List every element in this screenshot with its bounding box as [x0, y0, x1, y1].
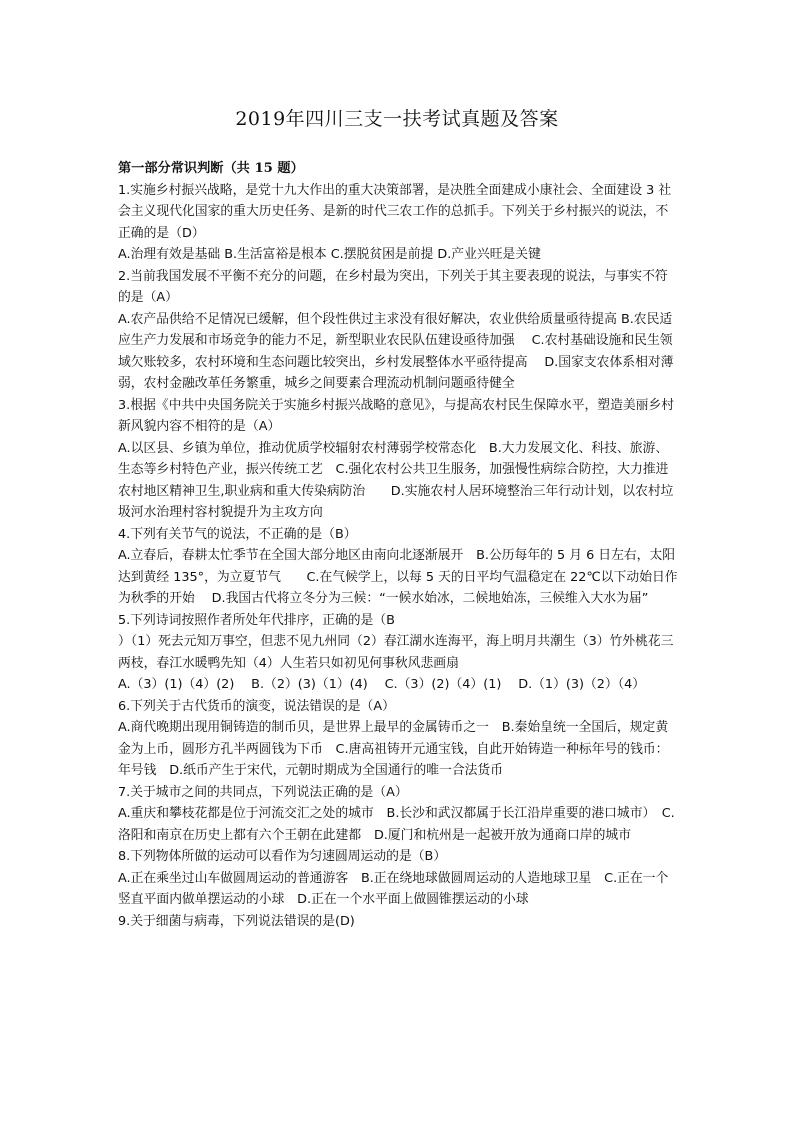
paragraph: 4.下列有关节气的说法，不正确的是（B）	[118, 526, 357, 542]
document-body	[118, 158, 678, 932]
section-heading: 第一部分常识判断（共 15 题）	[118, 161, 304, 176]
paragraph: A.商代晚期出现用铜铸造的制币贝，是世界上最早的金属铸币之一 B.秦始皇统一全国后，规定黄金为上币，圆形方孔半两圆钱为下币 C.唐高祖铸开元通宝钱，自此开始铸造一种标年号的钱币：年号钱 D.纸币产生于宋代，元朝时期成为全国通行的唯一合法货币	[118, 720, 669, 778]
document-title: 2019年四川三支一扶考试真题及答案	[235, 108, 559, 130]
paragraph: A.立春后，春耕太忙季节在全国大部分地区由南向北逐渐展开 B.公历每年的 5 月 6 日左右，太阳达到黄经 135°，为立夏节气 C.在气候学上，以每 5 天的日平均气温稳定在 22℃以下动始日作为秋季的开始 D.我国古代将立冬分为三候：“一候水始冰，二候地始冻，三候维入大水为届”	[118, 548, 678, 606]
paragraph: A.以区县、乡镇为单位，推动优质学校辐射农村薄弱学校常态化 B.大力发展文化、科技、旅游、生态等乡村特色产业，振兴传统工艺 C.强化农村公共卫生服务，加强慢性病综合防控，大力推进农村地区精神卫生,职业病和重大传染病防治 D.实施农村人居环境整治三年行动计划，以农村垃圾河水治理村容村貌提升为主攻方向	[118, 440, 674, 520]
paragraph: 9.关于细菌与病毒，下列说法错误的是(D)	[118, 913, 355, 929]
paragraph: 3.根据《中共中央国务院关于实施乡村振兴战略的意见》，与提高农村民生保障水平，塑造美丽乡村新风貌内容不相符的是（A）	[118, 397, 675, 434]
paragraph: 6.下列关于古代货币的演变，说法错误的是（A）	[118, 698, 395, 714]
paragraph: A.重庆和攀枝花都是位于河流交汇之处的城市 B.长沙和武汉都属于长江沿岸重要的港口城市） C.洛阳和南京在历史上都有六个王朝在此建都 D.厦门和杭州是一起被开放为通商口岸的城市	[118, 806, 675, 843]
paragraph: ）（1）死去元知万事空，但悲不见九州同（2）春江湖水连海平，海上明月共潮生（3）竹外桃花三两枝，春江水暖鸭先知（4）人生若只如初见何事秋风悲画扇	[118, 634, 674, 671]
paragraph: A.（3）(1)（4）(2) B.（2）(3)（1）(4) C.（3）(2)（4）(1) D.（1）(3)（2）（4）	[118, 677, 646, 692]
paragraph: A.正在乘坐过山车做圆周运动的普通游客 B.正在绕地球做圆周运动的人造地球卫星 C.正在一个竖直平面内做单摆运动的小球 D.正在一个水平面上做圆锥摆运动的小球	[118, 870, 669, 907]
paragraph: A.农产品供给不足情况已缓解，但个段性供过主求没有很好解决，农业供给质量亟待提高 B.农民适应生产力发展和市场竞争的能力不足，新型职业农民队伍建设亟待加强 C.农村基础设施和民生领域欠账较多，农村环境和生态问题比较突出，乡村发展整体水平亟待提高 D.国家支农体系相对薄弱，农村金融改革任务繁重，城乡之间要素合理流动机制问题亟待健全	[118, 311, 674, 391]
paragraph: 8.下列物体所做的运动可以看作为匀速圆周运动的是（B）	[118, 849, 447, 864]
paragraph: 1.实施乡村振兴战略，是党十九大作出的重大决策部署，是决胜全面建成小康社会、全面建设 3 社会主义现代化国家的重大历史任务、是新的时代三农工作的总抓手。下列关于乡村振兴的说法，不正确的是（D）	[118, 182, 672, 241]
paragraph: 7.关于城市之间的共同点，下列说法正确的是（A）	[118, 784, 408, 800]
paragraph: 2.当前我国发展不平衡不充分的问题，在乡村最为突出，下列关于其主要表现的说法，与事实不符的是（A）	[118, 268, 668, 305]
paragraph: 5.下列诗词按照作者所处年代排序，正确的是（B	[118, 612, 395, 628]
paragraph: A.治理有效是基础 B.生活富裕是根本 C.摆脱贫困是前提 D.产业兴旺是关键	[118, 247, 541, 262]
